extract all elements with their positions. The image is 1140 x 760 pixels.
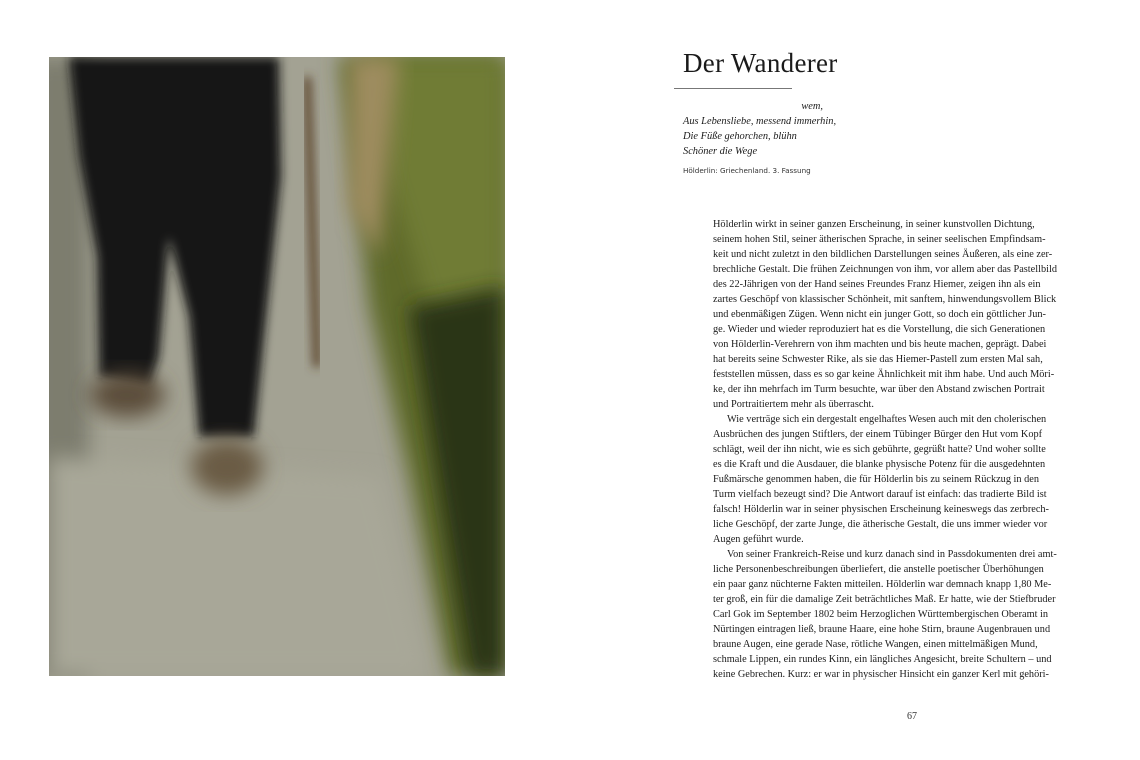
body-line: liche Geschöpf, der zarte Junge, die ätherische Gestalt, die uns immer wieder vor	[713, 519, 1048, 530]
body-line: ge. Wieder und wieder reproduziert hat es die Vorstellung, die sich Generationen	[713, 324, 1046, 335]
body-paragraph	[713, 217, 1057, 412]
body-text	[713, 217, 1057, 682]
body-line: ke, der ihn mehrfach im Turm besuchte, war über den Abstand zwischen Portrait	[713, 384, 1045, 395]
body-line: hat bereits seine Schwester Rike, als sie das Hiemer-Pastell zum ersten Mal sah,	[713, 354, 1043, 365]
body-line: und ebenmäßigen Zügen. Wenn nicht ein junger Gott, so doch ein göttlicher Jun-	[713, 309, 1046, 320]
body-line: falsch! Hölderlin war in seiner physischen Erscheinung keineswegs das zerbrech-	[713, 504, 1049, 515]
epigraph-line: wem,	[801, 101, 823, 112]
body-line: es die Kraft und die Ausdauer, die blanke physische Potenz für die ausgedehnten	[713, 459, 1046, 470]
body-line: Augen geführt wurde.	[713, 534, 804, 545]
epigraph-source: Hölderlin: Griechenland. 3. Fassung	[683, 166, 811, 175]
body-line: feststellen müssen, dass es so gar keine Ähnlichkeit mit ihm habe. Und auch Möri-	[713, 369, 1055, 380]
body-line: liche Personenbeschreibungen überliefert, die anstelle poetischer Überhöhungen	[713, 564, 1044, 575]
body-line: schlägt, weil der ihn nicht, wie es sich gebührte, gegrüßt hatte? Und woher sollte	[713, 444, 1046, 455]
body-line: Turm vielfach bezeugt sind? Die Antwort darauf ist einfach: das tradierte Bild ist	[713, 489, 1047, 500]
body-line: zartes Geschöpf von klassischer Schönheit, mit sanftem, hinwendungsvollem Blick	[713, 294, 1057, 305]
body-line: braune Augen, eine gerade Nase, rötliche Wangen, einen mittelmäßigen Mund,	[713, 639, 1038, 650]
body-paragraph	[713, 547, 1057, 682]
body-line: schmale Lippen, ein rundes Kinn, ein längliches Angesicht, breite Schultern – und	[713, 654, 1052, 665]
body-line: von Hölderlin-Verehrern von ihm machten und bis heute machen, geprägt. Dabei	[713, 339, 1047, 350]
epigraph-line: Aus Lebensliebe, messend immerhin,	[683, 116, 837, 127]
page-number: 67	[907, 711, 917, 722]
body-line: seinem hohen Stil, seiner ätherischen Sprache, in seiner seelischen Empfindsam-	[713, 234, 1046, 245]
body-line: keine Gebrechen. Kurz: er war in physischer Hinsicht ein ganzer Kerl mit gehöri-	[713, 669, 1049, 680]
epigraph-line: Die Füße gehorchen, blühn	[683, 131, 797, 142]
epigraph	[683, 99, 837, 159]
body-line: ter groß, ein für die damalige Zeit beträchtliches Maß. Er hatte, wie der Stiefbruder	[713, 594, 1056, 605]
body-line: Nürtingen eintragen ließ, braune Haare, eine hohe Stirn, braune Augenbrauen und	[713, 624, 1051, 635]
body-line: Hölderlin wirkt in seiner ganzen Erscheinung, in seiner kunstvollen Dichtung,	[713, 219, 1035, 230]
body-line: Von seiner Frankreich-Reise und kurz danach sind in Passdokumenten drei amt-	[727, 549, 1057, 560]
body-line: Wie verträge sich ein dergestalt engelhaftes Wesen auch mit den cholerischen	[727, 414, 1047, 425]
body-paragraph	[713, 412, 1049, 547]
epigraph-line: Schöner die Wege	[683, 146, 758, 157]
title-divider	[674, 88, 792, 89]
body-line: ein paar ganz nüchterne Fakten mitteilen. Hölderlin war demnach knapp 1,80 Me-	[713, 579, 1052, 590]
body-line: brechliche Gestalt. Die frühen Zeichnungen von ihm, vor allem aber das Pastellbild	[713, 264, 1057, 275]
body-line: des 22-Jährigen von der Hand seines Freundes Franz Hiemer, zeigen ihn als ein	[713, 279, 1041, 290]
body-line: keit und nicht zuletzt in den bildlichen Darstellungen seines Äußeren, als eine zer-	[713, 249, 1053, 260]
body-line: Fußmärsche genommen haben, die für Hölderlin bis zu seinem Rückzug in den	[713, 474, 1039, 485]
body-line: Carl Gok im September 1802 beim Herzoglichen Württembergischen Oberamt in	[713, 609, 1049, 620]
body-line: Ausbrüchen des jungen Stiftlers, der einem Tübinger Bürger den Hut vom Kopf	[713, 429, 1043, 440]
body-line: und Portraitiertem mehr als überrascht.	[713, 399, 874, 410]
walker-photo	[49, 57, 505, 676]
page-title: Der Wanderer	[683, 48, 838, 78]
walker-photo-icon	[49, 57, 505, 676]
